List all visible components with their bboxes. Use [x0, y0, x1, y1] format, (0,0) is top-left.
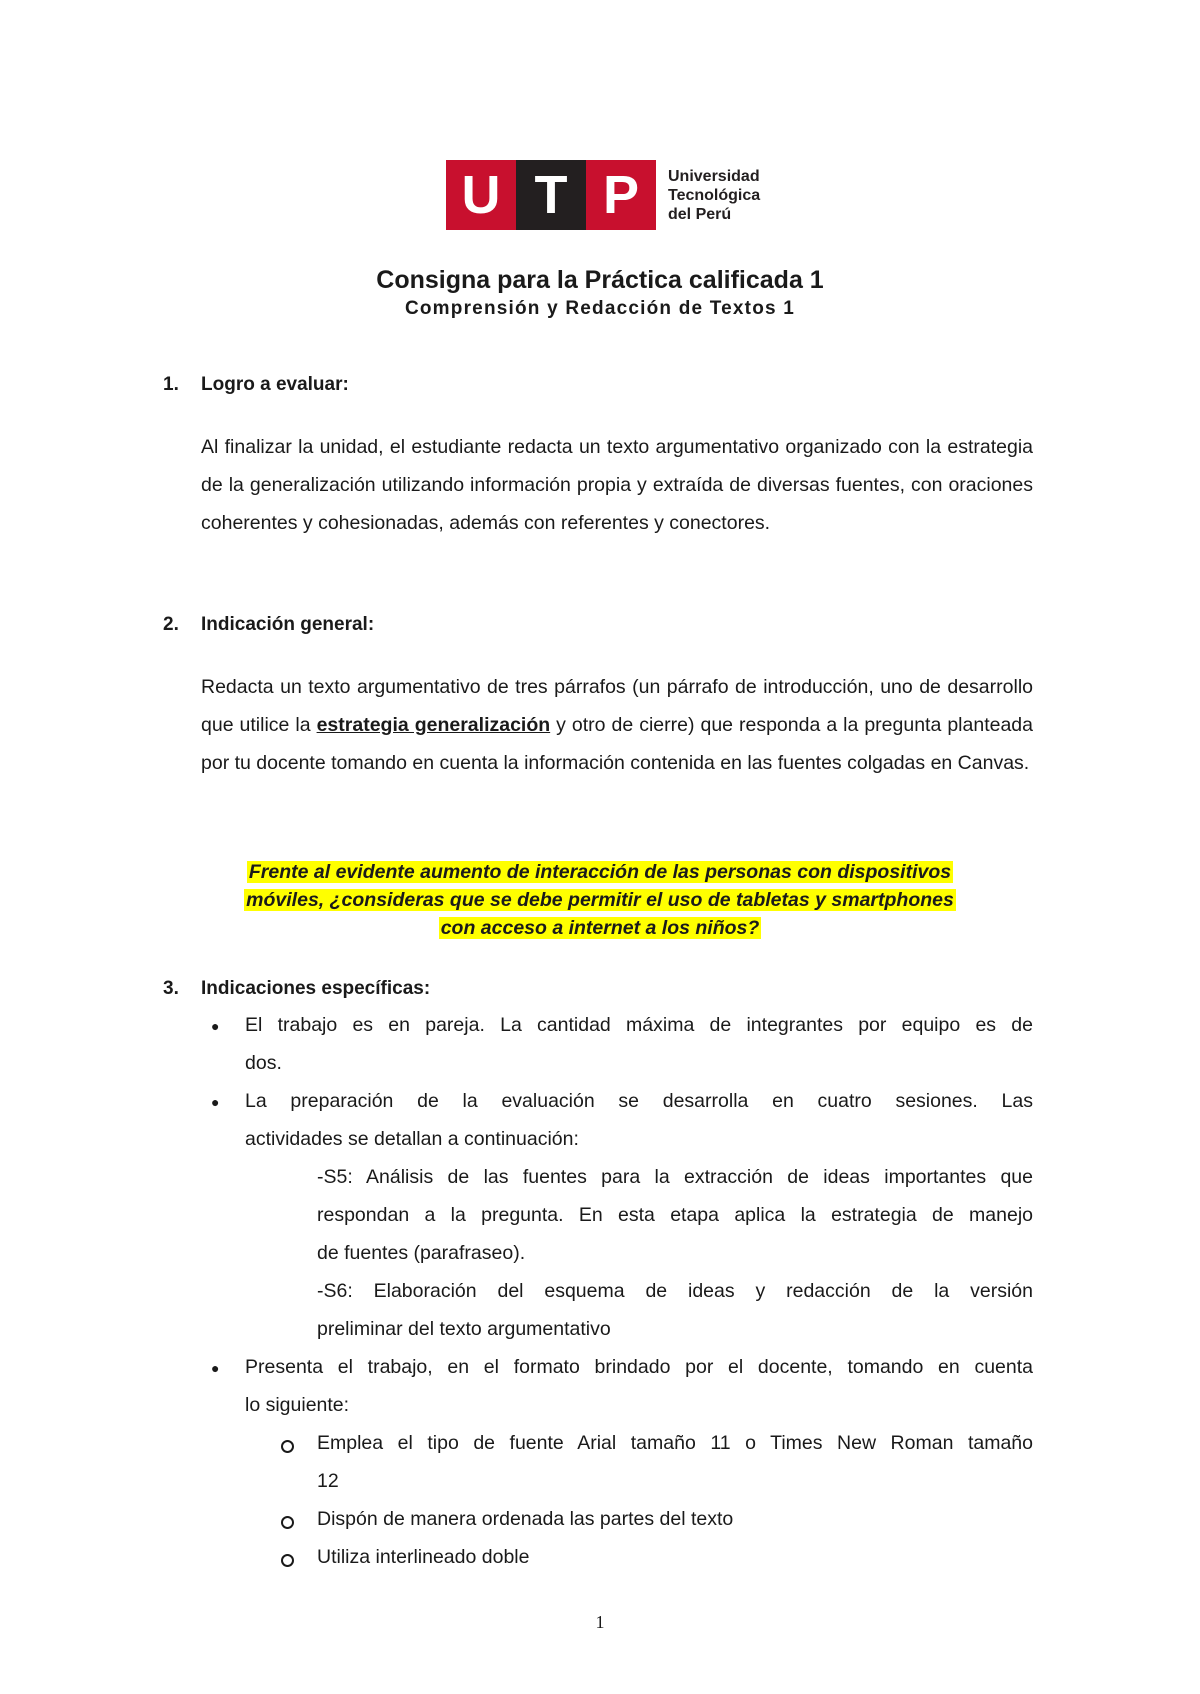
s5-line-1: -S5: Análisis de las fuentes para la extracción de ideas importantes que: [317, 1166, 1033, 1188]
section-3-label: Indicaciones específicas:: [201, 978, 431, 999]
highlighted-question: [0, 858, 1200, 942]
logo-name-line-2: Tecnológica: [668, 186, 761, 204]
section-2-number: 2.: [163, 614, 179, 635]
logo-letter-t: T: [516, 160, 586, 230]
sub-bullet-3: Utiliza interlineado doble: [317, 1546, 530, 1568]
section-3-number: 3.: [163, 978, 179, 999]
sub-bullet-1-line-1: Emplea el tipo de fuente Arial tamaño 11 o Times New Roman tamaño: [317, 1432, 1033, 1454]
utp-logo-wordmark: [668, 167, 760, 224]
bullet-1-line-2: dos.: [245, 1052, 282, 1074]
logo-name-line-1: Universidad: [668, 167, 760, 185]
bullet-dot-icon: ●: [211, 1018, 220, 1034]
question-line-1: Frente al evidente aumento de interacción de las personas con dispositivos: [248, 861, 952, 883]
bullet-3-line-1: Presenta el trabajo, en el formato brindado por el docente, tomando en cuenta: [245, 1356, 1033, 1378]
logro-paragraph: Al finalizar la unidad, el estudiante redacta un texto argumentativo organizado con la estrategia de la generalización utilizando información propia y extraída de diversas fuentes, con oraciones coherentes y cohesionadas, además con referentes y conectores.: [201, 436, 1033, 534]
section-1-number: 1.: [163, 374, 179, 395]
question-line-2: móviles, ¿consideras que se debe permitir el uso de tabletas y smartphones: [246, 889, 954, 911]
circle-bullet-icon: [281, 1554, 294, 1567]
bullet-dot-icon: ●: [211, 1360, 220, 1376]
s5-line-2: respondan a la pregunta. En esta etapa aplica la estrategia de manejo: [317, 1204, 1033, 1226]
page-number: 1: [595, 1612, 605, 1632]
bullet-2-line-1: La preparación de la evaluación se desarrolla en cuatro sesiones. Las: [245, 1090, 1033, 1112]
s6-line-1: -S6: Elaboración del esquema de ideas y redacción de la versión: [317, 1280, 1033, 1302]
s5-line-3: de fuentes (parafraseo).: [317, 1242, 526, 1264]
indicacion-text-2: y otro de cierre) que responda a la pregunta planteada por tu docente tomando en cuenta la información contenida en las fuentes colgadas en Canvas.: [201, 714, 1033, 774]
circle-bullet-icon: [281, 1440, 294, 1453]
indicacion-text-1: Redacta un texto argumentativo de tres párrafos (un párrafo de introducción, uno de desarrollo que utilice la: [201, 676, 1033, 736]
logo-name-line-3: del Perú: [668, 205, 732, 223]
sub-bullet-2: Dispón de manera ordenada las partes del texto: [317, 1508, 734, 1530]
bullet-2-line-2: actividades se detallan a continuación:: [245, 1128, 579, 1150]
sub-bullet-1-line-2: 12: [317, 1470, 339, 1492]
bullet-dot-icon: ●: [211, 1094, 220, 1110]
section-1-label: Logro a evaluar:: [201, 374, 349, 395]
document-subtitle: Comprensión y Redacción de Textos 1: [404, 298, 796, 319]
utp-logo: [446, 160, 760, 230]
section-2-label: Indicación general:: [201, 614, 375, 635]
utp-logo-mark: [446, 160, 656, 230]
indicacion-paragraph: [201, 668, 1033, 782]
bullet-1-line-1: El trabajo es en pareja. La cantidad máxima de integrantes por equipo es de: [245, 1014, 1033, 1036]
document-title: Consigna para la Práctica calificada 1: [376, 266, 824, 294]
logo-letter-p: P: [602, 165, 640, 225]
question-line-3: con acceso a internet a los niños?: [440, 917, 760, 939]
strategy-emphasis: estrategia generalización: [316, 714, 551, 736]
logo-letter-u: U: [461, 165, 501, 225]
circle-bullet-icon: [281, 1516, 294, 1529]
bullet-3-line-2: lo siguiente:: [245, 1394, 350, 1416]
s6-line-2: preliminar del texto argumentativo: [317, 1318, 611, 1340]
